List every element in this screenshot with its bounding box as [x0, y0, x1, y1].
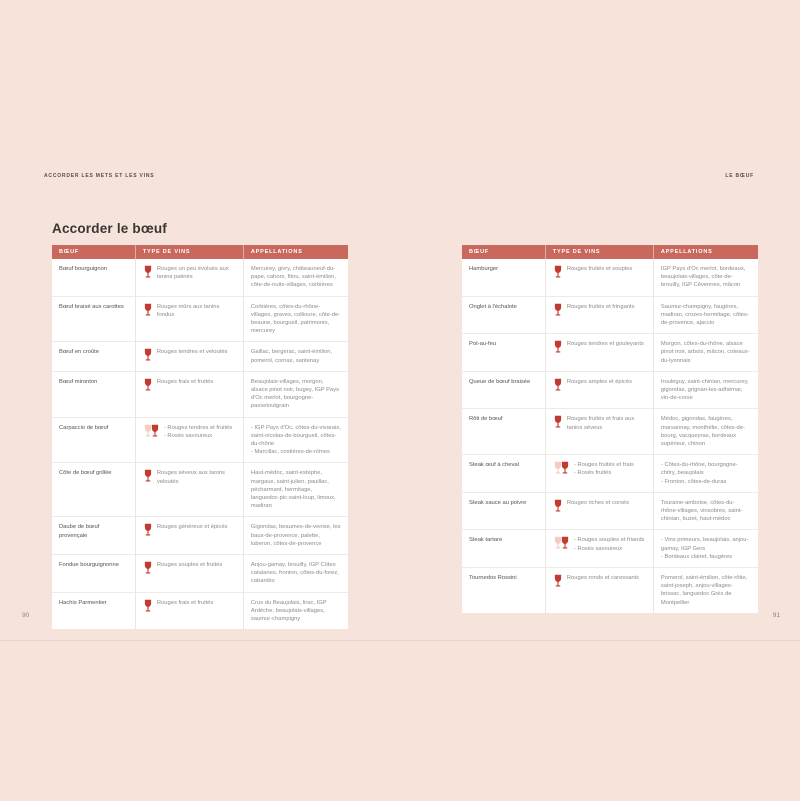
wine-type-cell	[135, 371, 243, 417]
wine-type-text: - Rouges fruités et frais - Rosés fruités	[573, 462, 634, 477]
dish-name: Bœuf braisé aux carottes	[52, 296, 135, 342]
wine-type-text: Rouges ronds et caressants	[566, 575, 640, 582]
red-wine-glass-icon	[143, 599, 153, 613]
wine-type-cell	[545, 408, 653, 454]
table-row	[462, 492, 758, 530]
wine-type-cell	[135, 296, 243, 342]
column-header: TYPE DE VINS	[545, 245, 653, 259]
red-wine-glass-icon	[143, 303, 153, 317]
appellations-text: Irouléguy, saint-chinian, mercurey, gigondas, grignan-les-adhémar, vin-de-corse	[653, 371, 758, 409]
wine-type-cell	[545, 259, 653, 296]
table-row	[52, 296, 348, 342]
table-row	[462, 296, 758, 334]
column-header: BŒUF	[59, 249, 80, 255]
dish-name: Daube de bœuf provençale	[52, 516, 135, 554]
wine-glass-icons	[143, 348, 153, 362]
red-wine-glass-icon	[143, 469, 153, 483]
red-wine-glass-icon	[553, 415, 563, 429]
table-body	[462, 259, 758, 613]
appellations-text: - IGP Pays d'Oc, côtes-du-vivarais, saint-nicolas-de-bourgueil, côtes-du-rhône - Marcillac, costières-de-nîmes	[243, 417, 348, 463]
wine-glass-icons	[553, 378, 563, 392]
dish-name: Onglet à l'échalote	[462, 296, 545, 334]
red-wine-glass-icon	[143, 265, 153, 279]
dish-name: Queue de bœuf braisée	[462, 371, 545, 409]
wine-glass-icons	[553, 536, 570, 550]
dish-name: Fondue bourguignonne	[52, 554, 135, 592]
red-wine-glass-icon	[553, 265, 563, 279]
red-wine-glass-icon	[553, 378, 563, 392]
table-row	[462, 454, 758, 492]
wine-type-text: - Rouges tendres et fruités - Rosés savoureux	[163, 424, 233, 439]
pairing-table-left	[52, 245, 348, 629]
wine-type-cell	[545, 333, 653, 371]
red-wine-glass-icon	[553, 574, 563, 588]
wine-type-text: Rouges mûrs aux tanins fondus	[156, 303, 220, 318]
dish-name: Rôti de bœuf	[462, 408, 545, 454]
section-title: Accorder le bœuf	[52, 221, 167, 236]
appellations-text: Corbières, côtes-du-rhône-villages, graves, collioure, côte-de-beaune, bourgueil, patrimonio, mercurey	[243, 296, 348, 342]
table-header-row	[462, 245, 758, 259]
wine-type-cell	[135, 516, 243, 554]
wine-type-cell	[135, 592, 243, 630]
appellations-text: Touraine-amboise, côtes-du-rhône-villages, vinsobres, saint-chinian, buzet, haut-médoc	[653, 492, 758, 530]
table-row	[52, 259, 348, 296]
dish-name: Hachis Parmentier	[52, 592, 135, 630]
appellations-text: - Côtes-du-rhône, bourgogne-chitry, beaujolais - Fronton, côtes-de-duras	[653, 454, 758, 492]
red-wine-glass-icon	[143, 348, 153, 362]
dish-name: Steak sauce au poivre	[462, 492, 545, 530]
table-row	[462, 371, 758, 409]
wine-type-cell	[135, 417, 243, 463]
appellations-text: Morgon, côtes-du-rhône, alsace pinot noir, arbois, mâcon, coteaux-du-lyonnais	[653, 333, 758, 371]
table-row	[52, 371, 348, 417]
wine-type-text: Rouges souples et fruités	[156, 562, 223, 569]
table-row	[462, 567, 758, 613]
book-cover-top-band	[0, 0, 800, 156]
wine-glass-icons	[143, 378, 153, 392]
dish-name: Bœuf bourguignon	[59, 266, 108, 272]
dish-name: Bœuf mironton	[52, 371, 135, 417]
dish-name: Tournedos Rossini	[462, 567, 545, 613]
wine-type-text: Rouges fruités et souples	[566, 266, 633, 272]
dish-name: Carpaccio de bœuf	[52, 417, 135, 463]
appellations-text: Beaujolais-villages, morgon, alsace pinot noir, bugey, IGP Pays d'Oc merlot, bourgogne-passetoutgrain	[243, 371, 348, 417]
running-header-right: LE BŒUF	[725, 173, 754, 179]
appellations-text: Gaillac, bergerac, saint-émilion, pomerol, cornas, santenay	[243, 341, 348, 370]
table-row	[462, 529, 758, 567]
table-row	[52, 592, 348, 630]
book-cover-bottom-band	[0, 640, 800, 801]
wine-glass-icons	[143, 424, 160, 438]
wine-type-cell	[545, 371, 653, 409]
wine-type-cell	[545, 567, 653, 613]
table-row	[52, 417, 348, 463]
page-number-left: 90	[22, 612, 30, 619]
column-header: TYPE DE VINS	[135, 245, 243, 259]
wine-glass-icons	[553, 415, 563, 429]
column-header: APPELLATIONS	[243, 245, 348, 259]
dish-name: Hamburger	[469, 266, 498, 272]
column-header: BŒUF	[469, 249, 490, 255]
wine-glass-icons	[553, 340, 563, 354]
table-row	[462, 408, 758, 454]
wine-glass-icons	[553, 499, 563, 513]
wine-glass-icons	[553, 265, 563, 279]
wine-type-cell	[135, 259, 243, 296]
wine-type-text: Rouges fruités et frais aux tanins séveux	[566, 416, 635, 431]
appellations-text: Médoc, gigondas, faugères, marsannay, monthélie, côtes-de-bourg, vacqueyras, bordeaux supérieur, chinon	[653, 408, 758, 454]
wine-glass-icons	[143, 523, 153, 537]
table-row	[52, 554, 348, 592]
appellations-text: - Vins primeurs, beaujolais, anjou-gamay, IGP Gers - Bordeaux clairet, faugères	[653, 529, 758, 567]
wine-glass-icons	[143, 469, 153, 483]
wine-type-cell	[545, 454, 653, 492]
wine-type-cell	[545, 296, 653, 334]
wine-type-cell	[545, 529, 653, 567]
wine-type-cell	[135, 462, 243, 516]
table-header-row	[52, 245, 348, 259]
column-header: APPELLATIONS	[653, 245, 758, 259]
red-wine-glass-icon	[560, 536, 570, 550]
dish-name: Pot-au-feu	[462, 333, 545, 371]
wine-glass-icons	[143, 561, 153, 575]
dish-name: Bœuf en croûte	[52, 341, 135, 370]
running-header-left: ACCORDER LES METS ET LES VINS	[44, 173, 155, 179]
wine-type-text: Rouges amples et épicés	[566, 378, 632, 385]
table-body	[52, 259, 348, 629]
wine-type-cell	[545, 492, 653, 530]
wine-glass-icons	[553, 461, 570, 475]
wine-glass-icons	[143, 303, 153, 317]
wine-type-text: Rouges tendres et veloutés	[156, 349, 228, 356]
appellations-text: Pomerol, saint-émilion, côte-rôtie, saint-joseph, anjou-villages-brissac, languedoc Grès de Montpellier	[653, 567, 758, 613]
wine-type-text: Rouges un peu évolués aux tanins patinés	[156, 266, 229, 281]
wine-type-text: Rouges frais et fruités	[156, 599, 214, 606]
red-wine-glass-icon	[553, 303, 563, 317]
wine-type-text: Rouges riches et corsés	[566, 499, 630, 506]
pairing-table-right	[462, 245, 758, 613]
appellations-text: Crus du Beaujolais, lirac, IGP Ardèche, beaujolais-villages, saumur-champigny	[243, 592, 348, 630]
dish-name: Steak œuf à cheval	[462, 454, 545, 492]
red-wine-glass-icon	[143, 523, 153, 537]
page-number-right: 91	[772, 612, 780, 619]
book-spread	[0, 155, 800, 640]
red-wine-glass-icon	[560, 461, 570, 475]
appellations-text: IGP Pays d'Oc merlot, bordeaux, beaujolais-villages, côte-de-brouilly, IGP Cévennes, mâcon	[653, 259, 758, 296]
table-row	[462, 333, 758, 371]
wine-type-text: Rouges tendres et gouleyants	[566, 341, 644, 348]
dish-name: Steak tartare	[462, 529, 545, 567]
appellations-text: Haut-médoc, saint-estèphe, margaux, saint-julien, pauillac, pécharmant, hermitage, languedoc-pic-saint-loup, limoux, madiran	[243, 462, 348, 516]
table-row	[52, 462, 348, 516]
red-wine-glass-icon	[553, 499, 563, 513]
table-row	[52, 341, 348, 370]
wine-type-text: - Rouges souples et friands - Rosés savoureux	[573, 537, 645, 552]
dish-name: Côte de bœuf grillée	[52, 462, 135, 516]
red-wine-glass-icon	[143, 378, 153, 392]
table-row	[52, 516, 348, 554]
red-wine-glass-icon	[150, 424, 160, 438]
wine-type-text: Rouges séveux aux tanins veloutés	[156, 470, 225, 485]
wine-type-text: Rouges fruités et fringants	[566, 303, 635, 310]
wine-glass-icons	[553, 574, 563, 588]
wine-type-text: Rouges frais et fruités	[156, 378, 214, 385]
wine-type-cell	[135, 341, 243, 370]
appellations-text: Gigondas, beaumes-de-venise, les baux-de-provence, palette, luberon, côtes-de-provence	[243, 516, 348, 554]
wine-type-cell	[135, 554, 243, 592]
wine-glass-icons	[143, 265, 153, 279]
wine-glass-icons	[143, 599, 153, 613]
red-wine-glass-icon	[143, 561, 153, 575]
wine-glass-icons	[553, 303, 563, 317]
wine-type-text: Rouges généreux et épicés	[156, 524, 228, 531]
appellations-text: Saumur-champigny, faugères, madiran, crozes-hermitage, côtes-de-provence, ajaccio	[653, 296, 758, 334]
appellations-text: Mercurey, givry, châteauneuf-du-pape, cahors, fitou, saint-émilion, côte-de-nuits-villages, corbières	[243, 259, 348, 296]
appellations-text: Anjou-gamay, brouilly, IGP Côtes catalanes, fronton, côtes-du-forez, cabardès	[243, 554, 348, 592]
red-wine-glass-icon	[553, 340, 563, 354]
table-row	[462, 259, 758, 296]
